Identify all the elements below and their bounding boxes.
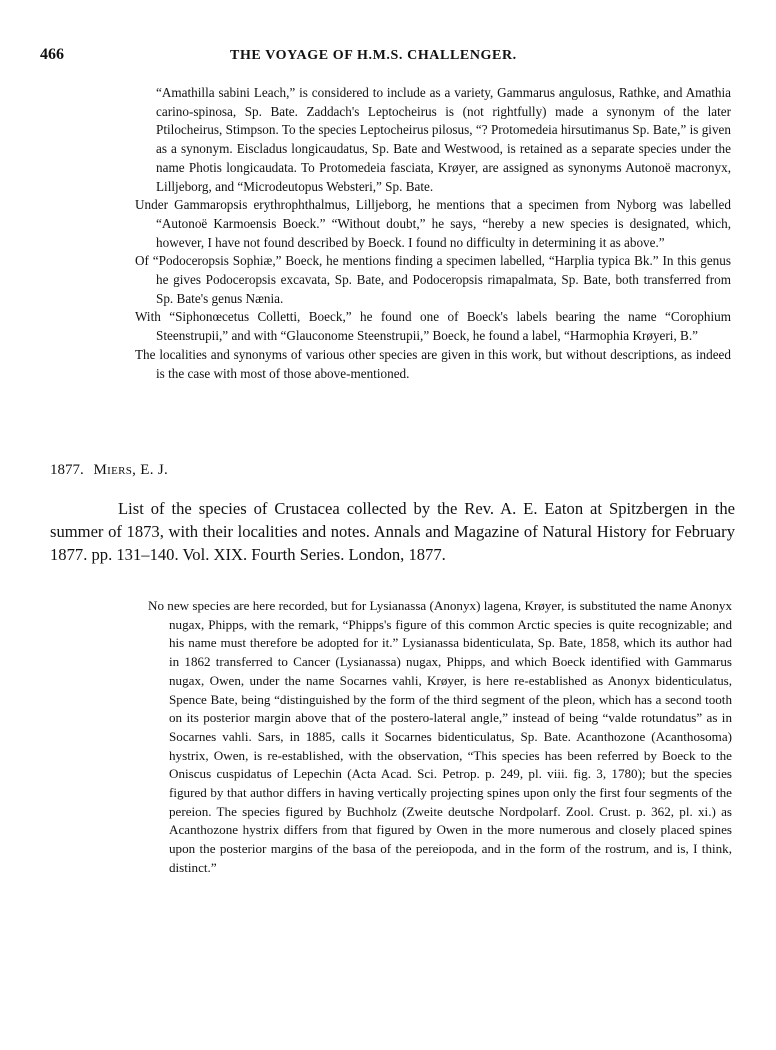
notes-paragraph-2: Under Gammaropsis erythrophthalmus, Lilljeborg, he mentions that a specimen from Nyborg was labelled “Autonoë Karmoensis Boeck.” “Without doubt,” he says, “hereby a new species is designated, which, however, I have not found described by Boeck. I found no difficulty in determining it as above.” xyxy=(135,197,731,250)
page-number: 466 xyxy=(40,46,64,63)
notes-paragraph-4: With “Siphonœcetus Colletti, Boeck,” he found one of Boeck's labels bearing the name “Corophium Steenstrupii,” and with “Glauconome Steenstrupii,” Boeck, he found a label, “Harmophia Krøyeri, B.” xyxy=(135,309,731,344)
preceding-notes xyxy=(135,84,731,383)
entry-author: Miers, E. J. xyxy=(93,462,169,478)
bibliography-entry-heading xyxy=(50,462,168,479)
notes-paragraph-3: Of “Podoceropsis Sophiæ,” Boeck, he mentions finding a specimen labelled, “Harplia typica Bk.” In this genus he gives Podoceropsis excavata, Sp. Bate, and Podoceropsis rimapalmata, Sp. Bate, both transferred from Sp. Bate's genus Nænia. xyxy=(135,253,731,306)
entry-body: No new species are here recorded, but for Lysianassa (Anonyx) lagena, Krøyer, is substituted the name Anonyx nugax, Phipps, with the remark, “Phipps's figure of this common Arctic species is quite recognizable; and his name must therefore be adopted for it.” Lysianassa bidenticulata, Sp. Bate, 1858, which its author had in 1862 transferred to Cancer (Lysianassa) nugax, Phipps, and which Boeck identified with Gammarus nugax, Owen, under the name Socarnes vahli, Krøyer, is here re-established as Anonyx bidenticulatus, Spence Bate, being “distinguished by the form of the third segment of the pleon, which has a second tooth on its posterior margin above that of the postero-lateral angle,” instead of being “valde rotundatus” as in Socarnes vahli. Sars, in 1885, calls it Socarnes bidenticulatus, Sp. Bate. Acanthozone (Acanthosoma) hystrix, Owen, is re-established, with the observation, “This species has been referred by Boeck to the Oniscus cuspidatus of Lepechin (Acta Acad. Sci. Petrop. p. 249, pl. viii. fig. 3, 1780); but the species figured by that author differs in having vertically projecting spines upon only the first four segments of the pereion. The species figured by Buchholz (Zweite deutsche Nordpolarf. Zool. Crust. p. 362, pl. xi.) as Acanthozone hystrix differs from that figured by Owen in the more numerous and closely placed spines upon the posterior margins of the basa of the pereiopoda, and in the form of the rostrum, and is, I think, distinct.” xyxy=(148,598,732,875)
entry-body-block xyxy=(148,597,732,878)
notes-paragraph-5: The localities and synonyms of various other species are given in this work, but without descriptions, as indeed is the case with most of those above-mentioned. xyxy=(135,346,731,381)
page-header xyxy=(40,46,736,66)
entry-citation-block xyxy=(50,497,735,566)
entry-year: 1877. xyxy=(50,462,84,478)
notes-paragraph-1: “Amathilla sabini Leach,” is considered to include as a variety, Gammarus angulosus, Rathke, and Amathia carino-spinosa, Sp. Bate. Zaddach's Leptocheirus is (not rightfully) made a synonym of the later Ptilocheirus, Stimpson. To the species Leptocheirus pilosus, “? Protomedeia hirsutimanus Sp. Bate,” is given as a synonym. Eiscladus longicaudatus, Sp. Bate and Westwood, is retained as a separate species under the name Photis longicaudata. To Protomedeia fasciata, Krøyer, are assigned as synonyms Autonoë macronyx, Lilljeborg, and “Microdeutopus Websteri,” Sp. Bate. xyxy=(156,85,731,194)
running-head: THE VOYAGE OF H.M.S. CHALLENGER. xyxy=(230,48,517,63)
entry-citation: List of the species of Crustacea collected by the Rev. A. E. Eaton at Spitzbergen in the summer of 1873, with their localities and notes. Annals and Magazine of Natural History for February 1877. pp. 131–140. Vol. XIX. Fourth Series. London, 1877. xyxy=(50,499,735,564)
